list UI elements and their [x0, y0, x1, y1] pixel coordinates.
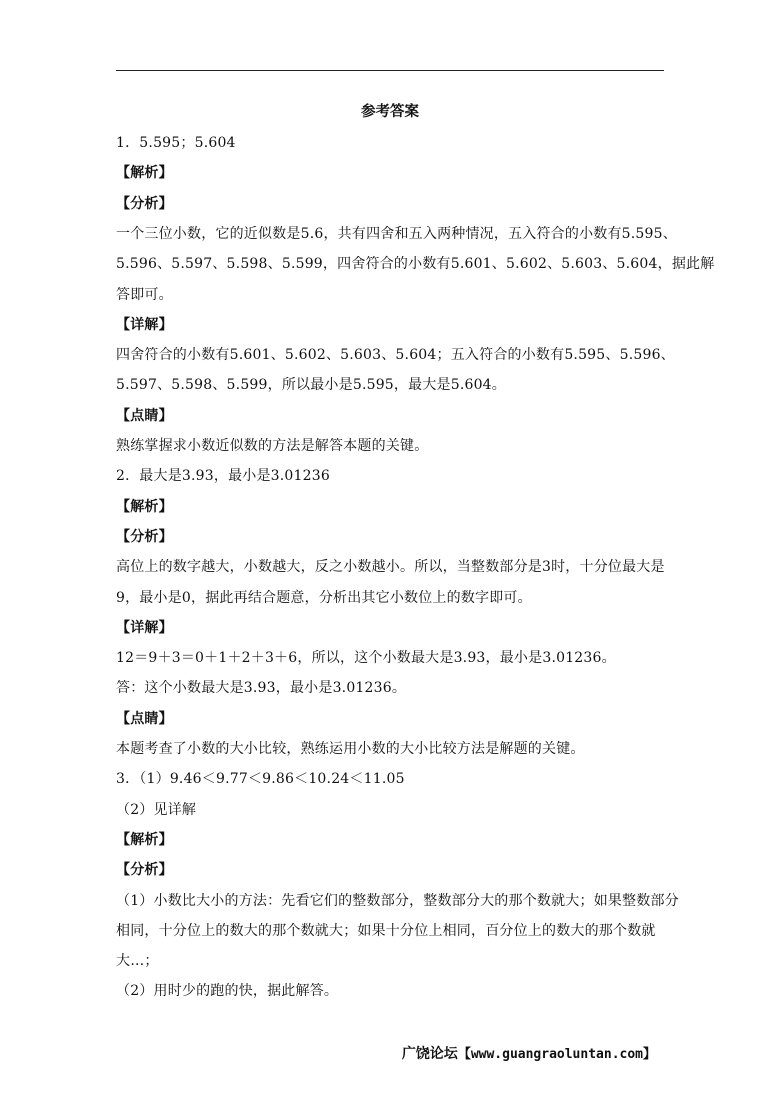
section-heading: 【分析】 [116, 862, 173, 879]
footer-site-name: 广饶论坛 [401, 1046, 458, 1062]
text-line: （2）见详解 [116, 801, 197, 818]
text-line: 答即可。 [116, 286, 173, 303]
header-rule [116, 70, 664, 71]
text-line: 四舍符合的小数有5.601、5.602、5.603、5.604；五入符合的小数有5.595、5.596、 [116, 347, 675, 364]
text-line: 高位上的数字越大，小数越大，反之小数越小。所以，当整数部分是3时，十分位最大是 [116, 559, 665, 576]
text-line: 3．（1）9.46＜9.77＜9.86＜10.24＜11.05 [116, 771, 405, 788]
text-line: 一个三位小数，它的近似数是5.6，共有四舍和五入两种情况，五入符合的小数有5.595、 [116, 225, 677, 242]
section-heading: 【解析】 [116, 165, 173, 182]
text-line: 1．5.595；5.604 [116, 135, 236, 151]
text-line: 熟练掌握求小数近似数的方法是解答本题的关键。 [116, 438, 429, 454]
text-line: 5.596、5.597、5.598、5.599，四舍符合的小数有5.601、5.602、5.603、5.604，据此解 [116, 256, 715, 273]
section-heading: 【分析】 [116, 528, 173, 545]
section-heading: 【点睛】 [116, 407, 173, 424]
text-line: 5.597、5.598、5.599，所以最小是5.595，最大是5.604。 [116, 377, 506, 394]
section-heading: 【详解】 [116, 619, 173, 636]
text-line: 2．最大是3.93，最小是3.01236 [116, 468, 330, 485]
footer-url[interactable]: 【www.guangraoluntan.com】 [457, 1047, 656, 1062]
text-line: 相同，十分位上的数大的那个数就大；如果十分位上相同，百分位上的数大的那个数就 [116, 922, 656, 939]
text-line: 12＝9＋3＝0＋1＋2＋3＋6，所以，这个小数最大是3.93，最小是3.01236。 [116, 650, 616, 667]
section-heading: 【分析】 [116, 195, 173, 212]
text-line: 大…； [116, 953, 159, 970]
footer-watermark [402, 1043, 656, 1063]
section-heading: 【点睛】 [116, 710, 173, 727]
text-line: （2）用时少的跑的快，据此解答。 [116, 983, 339, 1000]
section-heading: 【解析】 [116, 498, 173, 515]
text-line: （1）小数比大小的方法：先看它们的整数部分，整数部分大的那个数就大；如果整数部分 [116, 892, 679, 909]
section-heading: 【详解】 [116, 316, 173, 333]
text-line: 9，最小是0，据此再结合题意，分析出其它小数位上的数字即可。 [116, 589, 532, 606]
page-title: 参考答案 [361, 103, 419, 120]
text-line: 答：这个小数最大是3.93，最小是3.01236。 [116, 680, 407, 697]
text-line: 本题考查了小数的大小比较，熟练运用小数的大小比较方法是解题的关键。 [116, 741, 585, 757]
section-heading: 【解析】 [116, 831, 173, 848]
